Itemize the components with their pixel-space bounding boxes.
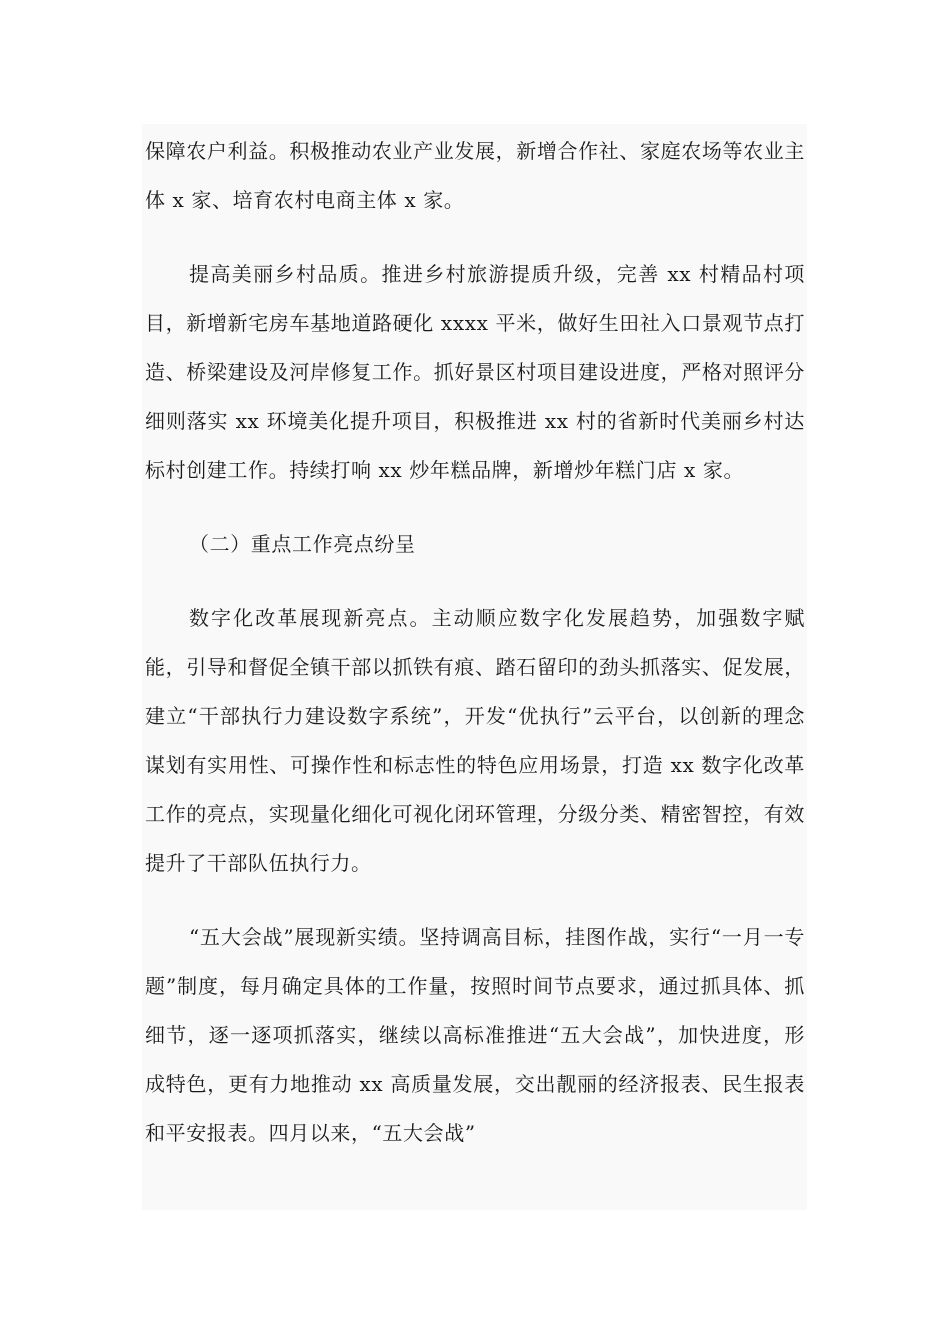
paragraph-spacer — [145, 225, 805, 250]
document-body — [145, 127, 805, 1158]
section-heading: （二）重点工作亮点纷呈 — [189, 532, 416, 556]
paragraph-five-campaigns: “五大会战”展现新实绩。坚持调高目标，挂图作战，实行“一月一专题”制度，每月确定具体的工作量，按照时间节点要求，通过抓具体、抓细节，逐一逐项抓落实，继续以高标准推进“五大会战”，加快进度，形成特色，更有力地推动 xx 高质量发展，交出靓丽的经济报表、民生报表和平安报表。四月以来，“五大会战” — [145, 925, 805, 1145]
paragraph-spacer — [145, 888, 805, 913]
paragraph-digital-reform: 数字化改革展现新亮点。主动顺应数字化发展趋势，加强数字赋能，引导和督促全镇干部以抓铁有痕、踏石留印的劲头抓落实、促发展，建立“干部执行力建设数字系统”，开发“优执行”云平台，以创新的理念谋划有实用性、可操作性和标志性的特色应用场景，打造 xx 数字化改革工作的亮点，实现量化细化可视化闭环管理，分级分类、精密智控，有效提升了干部队伍执行力。 — [145, 606, 805, 875]
paragraph-farm-benefits: 保障农户利益。积极推动农业产业发展，新增合作社、家庭农场等农业主体 x 家、培育农村电商主体 x 家。 — [145, 139, 805, 212]
paragraph-beautiful-village: 提高美丽乡村品质。推进乡村旅游提质升级，完善 xx 村精品村项目，新增新宅房车基地道路硬化 xxxx 平米，做好生田社入口景观节点打造、桥梁建设及河岸修复工作。抓好景区村项目建设进度，严格对照评分细则落实 xx 环境美化提升项目，积极推进 xx 村的省新时代美丽乡村达标村创建工作。持续打响 xx 炒年糕品牌，新增炒年糕门店 x 家。 — [145, 262, 805, 482]
paragraph-spacer — [145, 495, 805, 520]
paragraph-spacer — [145, 569, 805, 594]
